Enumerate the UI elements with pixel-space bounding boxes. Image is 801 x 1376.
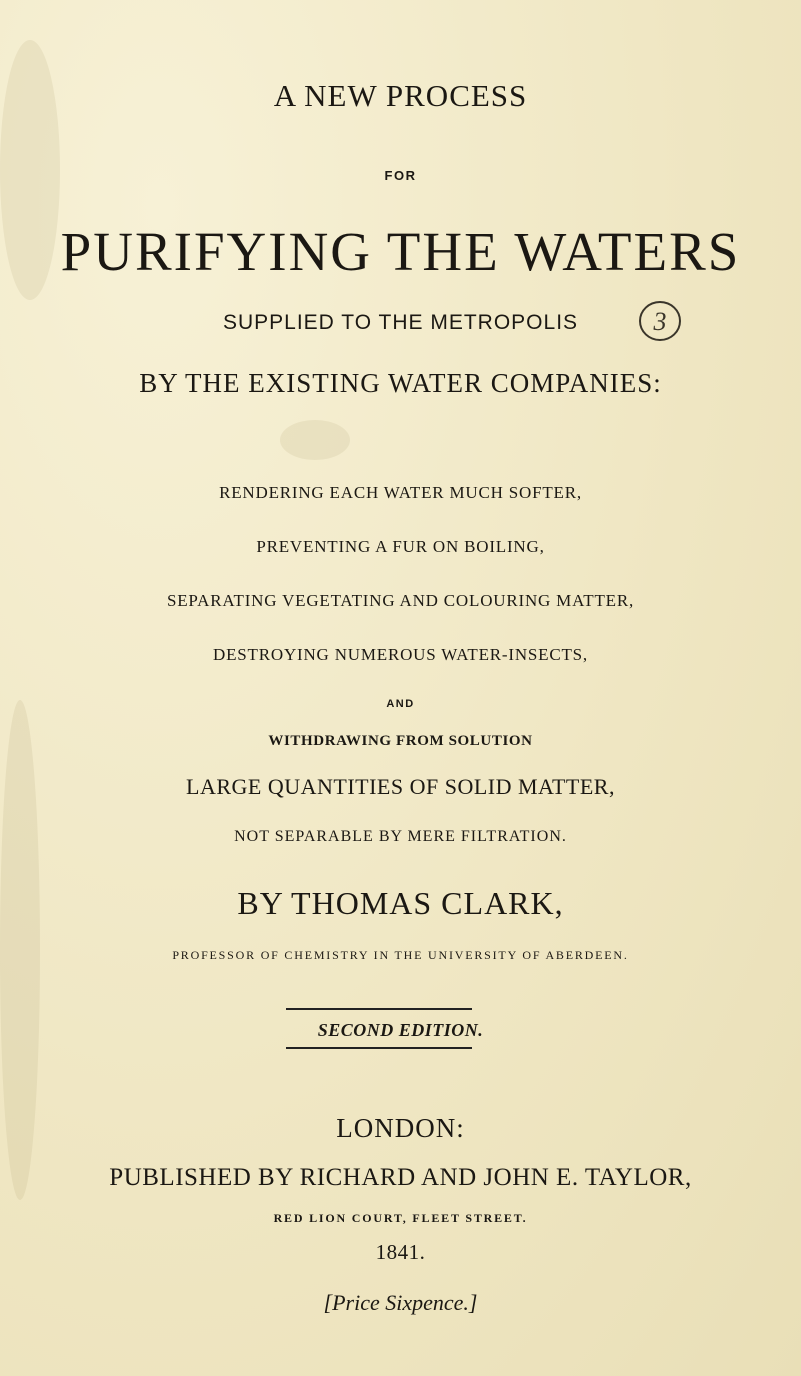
imprint-city: LONDON:: [336, 1113, 465, 1143]
feature-line: SEPARATING VEGETATING AND COLOURING MATTER,: [166, 591, 635, 610]
feature-not-separable: NOT SEPARABLE BY MERE FILTRATION.: [234, 828, 567, 845]
word-and: AND: [386, 698, 415, 710]
author-line: BY THOMAS CLARK,: [237, 885, 564, 921]
heading-a-new-process: A NEW PROCESS: [273, 78, 528, 113]
edition-rule-top: [286, 1008, 472, 1010]
edition-rule-bottom: [286, 1047, 472, 1049]
main-title: PURIFYING THE WATERS: [60, 221, 741, 282]
imprint-address: RED LION COURT, FLEET STREET.: [273, 1211, 528, 1225]
by-existing-companies: BY THE EXISTING WATER COMPANIES:: [139, 368, 662, 398]
shelf-mark-number: 3: [653, 307, 667, 336]
imprint-publisher: PUBLISHED BY RICHARD AND JOHN E. TAYLOR,: [109, 1164, 692, 1191]
handwritten-shelf-mark-icon: [634, 296, 686, 346]
feature-withdrawing: WITHDRAWING FROM SOLUTION: [268, 733, 533, 749]
subtitle-supplied: SUPPLIED TO THE METROPOLIS: [222, 311, 579, 334]
feature-line: RENDERING EACH WATER MUCH SOFTER,: [219, 483, 582, 502]
edition-label: SECOND EDITION.: [317, 1020, 484, 1040]
feature-large-quantities: LARGE QUANTITIES OF SOLID MATTER,: [186, 774, 615, 799]
author-affiliation: PROFESSOR OF CHEMISTRY IN THE UNIVERSITY OF ABERDEEN.: [172, 948, 629, 962]
imprint-year: 1841.: [375, 1240, 426, 1264]
word-for: FOR: [384, 168, 417, 183]
price-note: [Price Sixpence.]: [323, 1290, 478, 1315]
feature-line: DESTROYING NUMEROUS WATER-INSECTS,: [213, 645, 588, 664]
paper-stain: [280, 420, 350, 460]
feature-line: PREVENTING A FUR ON BOILING,: [256, 537, 545, 556]
